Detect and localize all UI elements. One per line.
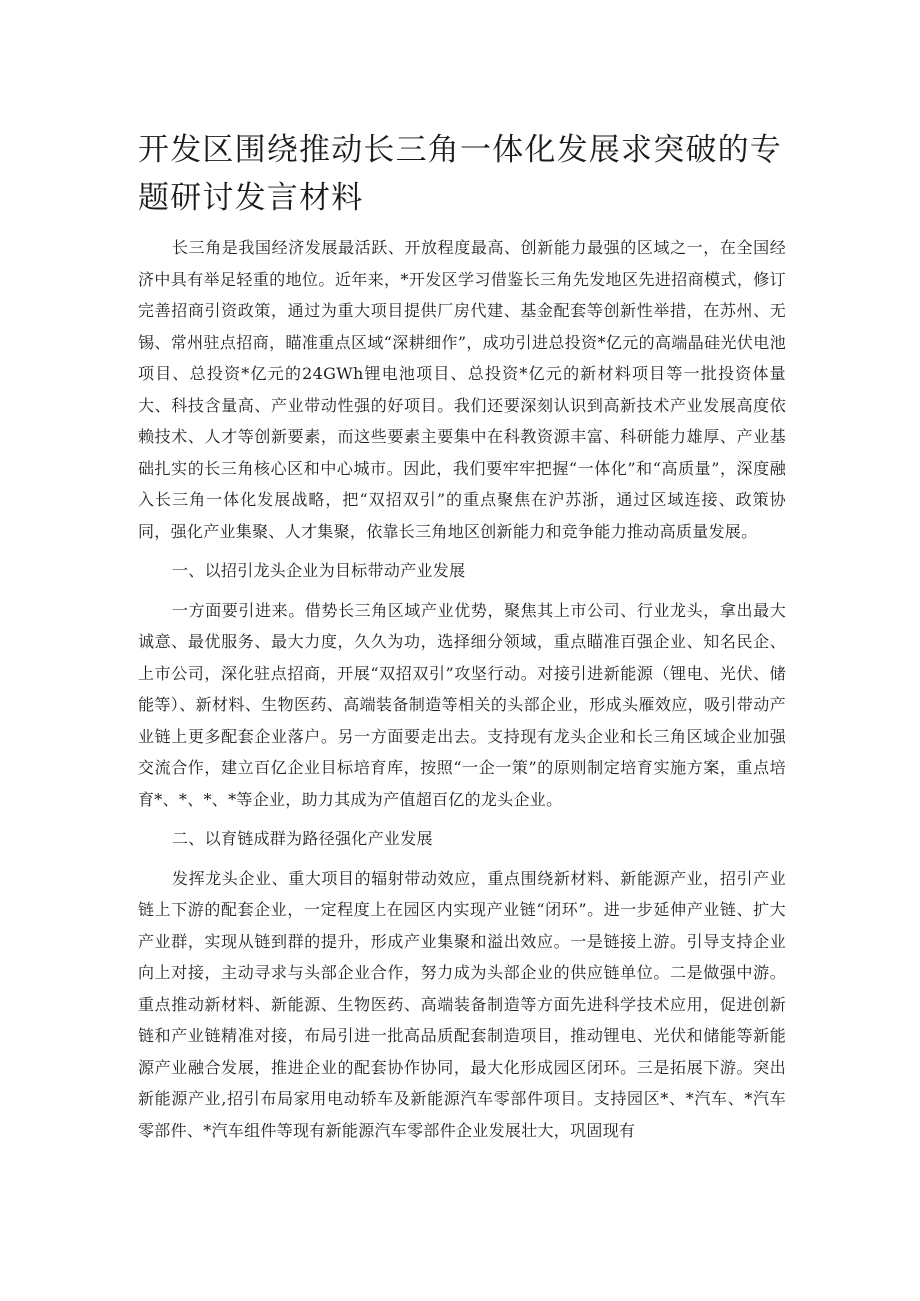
document-body	[138, 232, 786, 1146]
section-1-paragraph: 一方面要引进来。借势长三角区域产业优势，聚焦其上市公司、行业龙头，拿出最大诚意、最优服务、最大力度，久久为功，选择细分领域，重点瞄准百强企业、知名民企、上市公司，深化驻点招商，开展“双招双引”攻坚行动。对接引进新能源（锂电、光伏、储能等）、新材料、生物医药、高端装备制造等相关的头部企业，形成头雁效应，吸引带动产业链上更多配套企业落户。另一方面要走出去。支持现有龙头企业和长三角区域企业加强交流合作，建立百亿企业目标培育库，按照“一企一策”的原则制定培育实施方案，重点培育*、*、*、*等企业，助力其成为产值超百亿的龙头企业。	[138, 600, 786, 809]
section-1-heading: 一、以招引龙头企业为目标带动产业发展	[172, 561, 466, 580]
section-2-heading: 二、以育链成群为路径强化产业发展	[172, 829, 433, 848]
document-title: 开发区围绕推动长三角一体化发展求突破的专题研讨发言材料	[138, 132, 782, 216]
intro-paragraph: 长三角是我国经济发展最活跃、开放程度最高、创新能力最强的区域之一，在全国经济中具有举足轻重的地位。近年来，*开发区学习借鉴长三角先发地区先进招商模式，修订完善招商引资政策，通过为重大项目提供厂房代建、基金配套等创新性举措，在苏州、无锡、常州驻点招商，瞄准重点区域“深耕细作”，成功引进总投资*亿元的高端晶硅光伏电池项目、总投资*亿元的24GWh锂电池项目、总投资*亿元的新材料项目等一批投资体量大、科技含量高、产业带动性强的好项目。我们还要深刻认识到高新技术产业发展高度依赖技术、人才等创新要素，而这些要素主要集中在科教资源丰富、科研能力雄厚、产业基础扎实的长三角核心区和中心城市。因此，我们要牢牢把握“一体化”和“高质量”，深度融入长三角一体化发展战略，把“双招双引”的重点聚焦在沪苏浙，通过区域连接、政策协同，强化产业集聚、人才集聚，依靠长三角地区创新能力和竞争能力推动高质量发展。	[138, 238, 786, 541]
section-2-paragraph: 发挥龙头企业、重大项目的辐射带动效应，重点围绕新材料、新能源产业，招引产业链上下游的配套企业，一定程度上在园区内实现产业链“闭环”。进一步延伸产业链、扩大产业群，实现从链到群的提升，形成产业集聚和溢出效应。一是链接上游。引导支持企业向上对接，主动寻求与头部企业合作，努力成为头部企业的供应链单位。二是做强中游。重点推动新材料、新能源、生物医药、高端装备制造等方面先进科学技术应用，促进创新链和产业链精准对接，布局引进一批高品质配套制造项目，推动锂电、光伏和储能等新能源产业融合发展，推进企业的配套协作协同，最大化形成园区闭环。三是拓展下游。突出新能源产业,招引布局家用电动轿车及新能源汽车零部件项目。支持园区*、*汽车、*汽车零部件、*汽车组件等现有新能源汽车零部件企业发展壮大，巩固现有	[138, 868, 786, 1140]
